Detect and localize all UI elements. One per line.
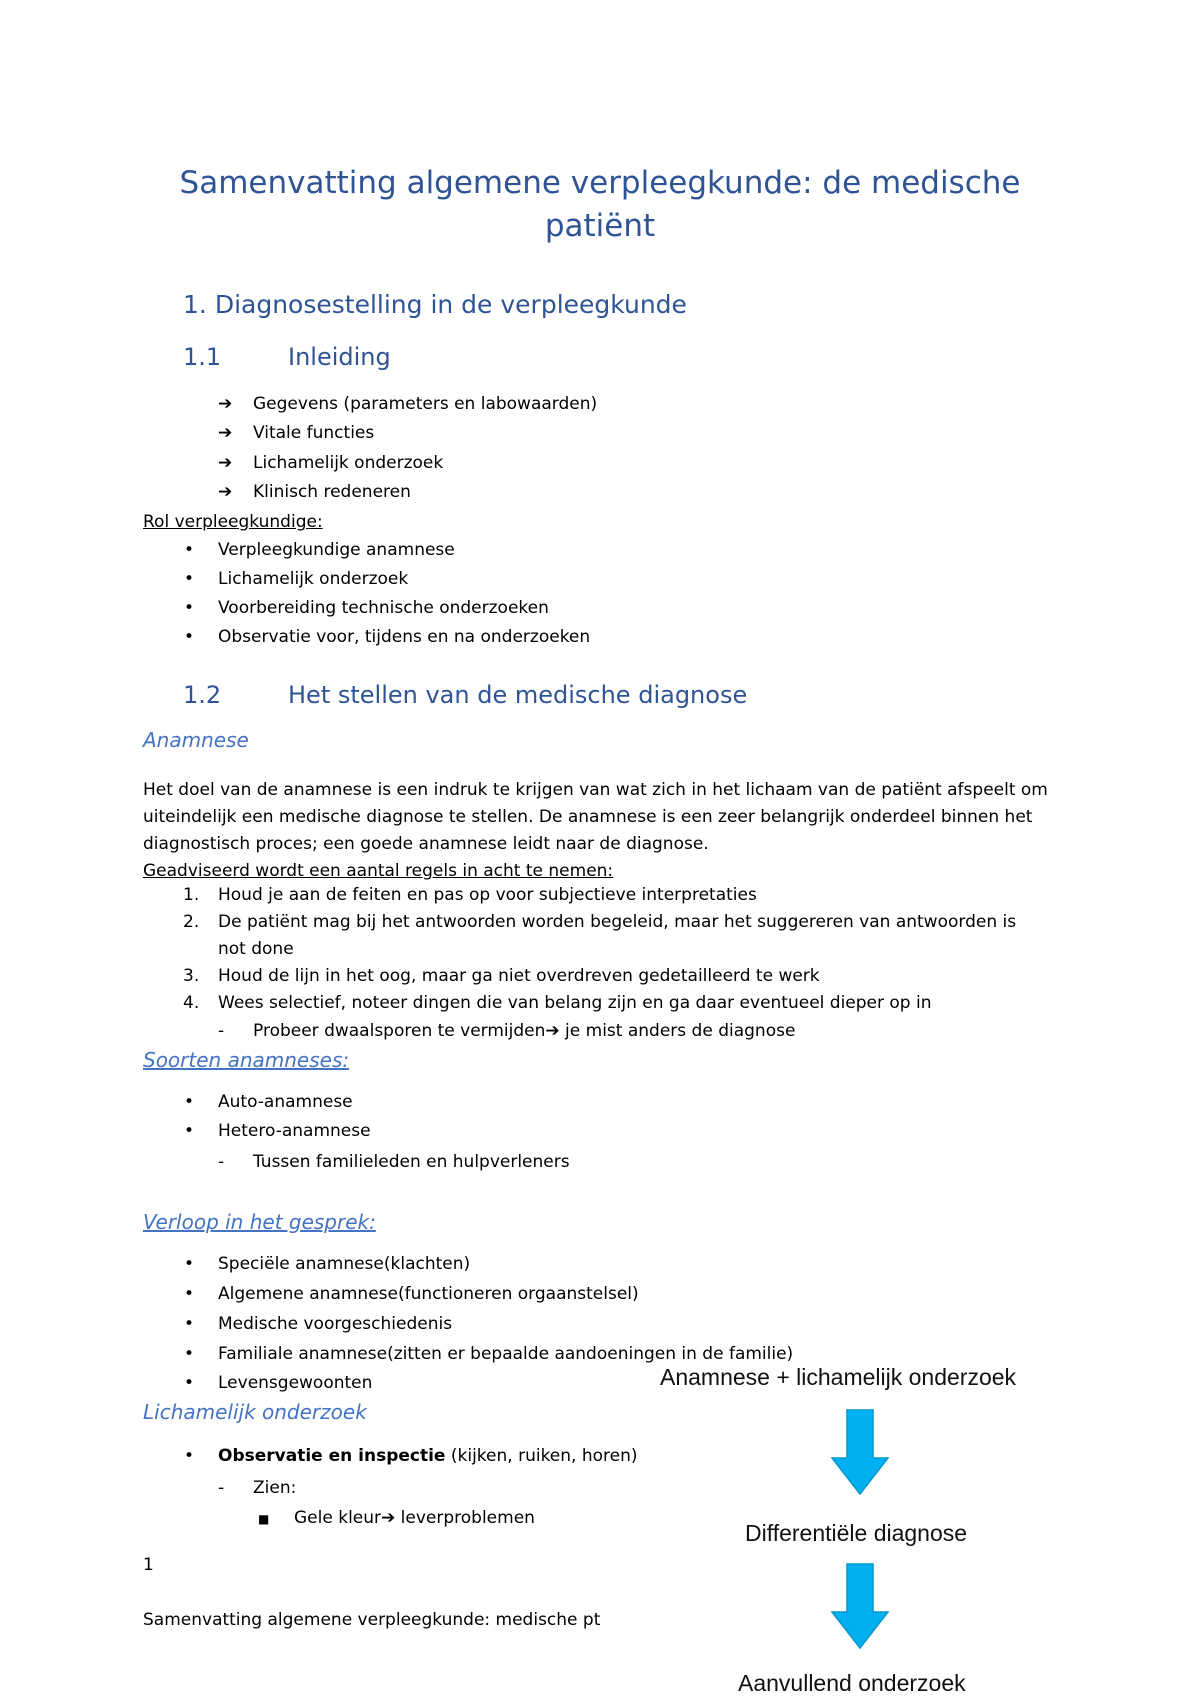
numbered-list-item: not done bbox=[218, 939, 294, 959]
arrow-list-item: ➔ Lichamelijk onderzoek bbox=[218, 453, 444, 473]
bullet-icon: • bbox=[184, 1344, 195, 1364]
page-number: 1 bbox=[143, 1555, 154, 1575]
bullet-icon: • bbox=[184, 1314, 195, 1334]
footer-text: Samenvatting algemene verpleegkunde: medische pt bbox=[143, 1610, 601, 1630]
bullet-icon: • bbox=[184, 540, 195, 560]
bullet-icon: • bbox=[184, 627, 195, 647]
lichamelijk-heading: Lichamelijk onderzoek bbox=[143, 1400, 367, 1424]
arrow-icon: ➔ bbox=[218, 482, 233, 502]
heading-1-number: 1. bbox=[183, 290, 207, 319]
dash-list-item: - Tussen familieleden en hulpverleners bbox=[218, 1152, 570, 1172]
diagram-step-1: Anamnese + lichamelijk onderzoek bbox=[660, 1364, 1017, 1390]
bullet-icon: • bbox=[184, 598, 195, 618]
heading-1 bbox=[183, 290, 687, 319]
bullet-list-item: • Speciële anamnese(klachten) bbox=[184, 1254, 471, 1274]
numbered-list-item: 4. Wees selectief, noteer dingen die van belang zijn en ga daar eventueel dieper op in bbox=[183, 993, 932, 1013]
bullet-list-item: • Voorbereiding technische onderzoeken bbox=[184, 598, 549, 618]
square-bullet-icon: ■ bbox=[258, 1512, 270, 1526]
heading-1-text: Diagnosestelling in de verpleegkunde bbox=[214, 290, 687, 319]
square-list-item: ■ Gele kleur➔ leverproblemen bbox=[258, 1508, 535, 1528]
bullet-icon: • bbox=[184, 1284, 195, 1304]
page-title: Samenvatting algemene verpleegkunde: de medische patiënt bbox=[179, 165, 1021, 244]
bullet-list-item: • Verpleegkundige anamnese bbox=[184, 540, 455, 560]
dash-icon: - bbox=[218, 1478, 225, 1498]
heading-1-2-text: Het stellen van de medische diagnose bbox=[288, 681, 748, 709]
soorten-heading: Soorten anamneses: bbox=[143, 1048, 350, 1072]
numbered-list-item: 2. De patiënt mag bij het antwoorden worden begeleid, maar het suggereren van antwoorden is bbox=[183, 912, 1017, 932]
arrow-icon: ➔ bbox=[381, 1508, 396, 1528]
down-arrow-icon bbox=[830, 1562, 890, 1650]
bullet-icon: • bbox=[184, 1373, 195, 1393]
numbered-list-item: 1. Houd je aan de feiten en pas op voor subjectieve interpretaties bbox=[183, 885, 757, 905]
bullet-list-item: • Medische voorgeschiedenis bbox=[184, 1314, 453, 1334]
bullet-list-item: • Hetero-anamnese bbox=[184, 1121, 371, 1141]
down-arrow-icon bbox=[830, 1408, 890, 1496]
bullet-list-item: • Lichamelijk onderzoek bbox=[184, 569, 409, 589]
dash-list-item: - Probeer dwaalsporen te vermijden➔ je mist anders de diagnose bbox=[218, 1021, 796, 1041]
bullet-list-item: • Algemene anamnese(functioneren orgaanstelsel) bbox=[184, 1284, 639, 1304]
arrow-icon: ➔ bbox=[218, 423, 233, 443]
arrow-list-item: ➔ Gegevens (parameters en labowaarden) bbox=[218, 394, 598, 414]
anamnese-heading: Anamnese bbox=[143, 728, 249, 752]
heading-1-2-number: 1.2 bbox=[183, 681, 222, 709]
bullet-icon: • bbox=[184, 1446, 195, 1466]
bullet-list-item: • Observatie en inspectie (kijken, ruiken, horen) bbox=[184, 1446, 638, 1466]
arrow-icon: ➔ bbox=[218, 453, 233, 473]
dash-list-item: - Zien: bbox=[218, 1478, 297, 1498]
bullet-icon: • bbox=[184, 569, 195, 589]
rules-label: Geadviseerd wordt een aantal regels in acht te nemen: bbox=[143, 861, 614, 881]
arrow-icon: ➔ bbox=[545, 1021, 560, 1041]
verloop-heading: Verloop in het gesprek: bbox=[143, 1210, 376, 1234]
anamnese-paragraph: Het doel van de anamnese is een indruk te krijgen van wat zich in het lichaam van de patiënt afspeelt om uiteindelijk een medische diagnose te stellen. De anamnese is een zeer belangrijk onderdeel binnen het diagnostisch proces; een goede anamnese leidt naar de diagnose. bbox=[143, 780, 1048, 854]
bullet-icon: • bbox=[184, 1254, 195, 1274]
dash-icon: - bbox=[218, 1021, 225, 1041]
dash-icon: - bbox=[218, 1152, 225, 1172]
numbered-list-item: 3. Houd de lijn in het oog, maar ga niet overdreven gedetailleerd te werk bbox=[183, 966, 820, 986]
bullet-list-item: • Levensgewoonten bbox=[184, 1373, 373, 1393]
bullet-list-item: • Familiale anamnese(zitten er bepaalde aandoeningen in de familie) bbox=[184, 1344, 794, 1364]
diagram-step-3: Aanvullend onderzoek bbox=[738, 1670, 966, 1696]
rol-label: Rol verpleegkundige: bbox=[143, 512, 323, 532]
arrow-list-item: ➔ Klinisch redeneren bbox=[218, 482, 411, 502]
bullet-list-item: • Observatie voor, tijdens en na onderzoeken bbox=[184, 627, 591, 647]
arrow-list-item: ➔ Vitale functies bbox=[218, 423, 375, 443]
arrow-icon: ➔ bbox=[218, 394, 233, 414]
bullet-icon: • bbox=[184, 1121, 195, 1141]
bullet-icon: • bbox=[184, 1092, 195, 1112]
bullet-list-item: • Auto-anamnese bbox=[184, 1092, 353, 1112]
heading-1-1-text: Inleiding bbox=[288, 343, 391, 371]
diagram-step-2: Differentiële diagnose bbox=[745, 1520, 968, 1546]
heading-1-1-number: 1.1 bbox=[183, 343, 222, 371]
